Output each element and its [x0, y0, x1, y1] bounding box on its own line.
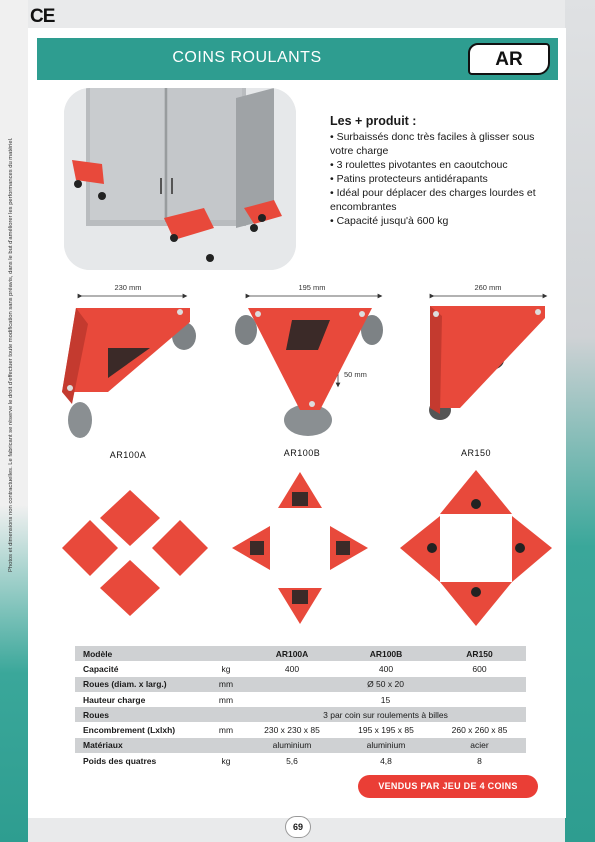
table-row: Roues (diam. x larg.) mm Ø 50 x 20: [75, 677, 526, 692]
feature-title: Les + produit :: [330, 114, 417, 128]
ar150-set-topview: [400, 470, 552, 626]
ar150-drawing: [429, 306, 545, 420]
table-row: Matériaux aluminium aluminium acier: [75, 738, 526, 753]
page-number: 69: [285, 816, 311, 838]
dimension-label: 50 mm: [344, 370, 367, 379]
table-row: Encombrement (Lxlxh) mm 230 x 230 x 85 195 x 195 x 85 260 x 260 x 85: [83, 725, 508, 736]
model-label: AR100A: [109, 450, 147, 460]
table-header-row: Modèle AR100A AR100B AR150: [75, 646, 526, 661]
disclaimer-text: Photos et dimensions non contractuelles. Le fabricant se réserve le droit d'effectuer toute modification sans préavis, dans le but d'améliorer les performances du matériel.: [8, 137, 14, 573]
sold-as-set-badge: VENDUS PAR JEU DE 4 COINS: [358, 775, 538, 798]
model-label: AR150: [460, 448, 492, 458]
table-row: Poids des quatres kg 5,6 4,8 8: [83, 755, 482, 766]
dimension-label: 230 mm: [114, 283, 142, 292]
feature-item: • Capacité jusqu'à 600 kg: [330, 215, 449, 227]
page-title: COINS ROULANTS: [172, 49, 322, 66]
dimension-label: 260 mm: [474, 283, 502, 292]
feature-item: • Idéal pour déplacer des charges lourdes et encombrantes: [330, 187, 536, 213]
table-row: Roues 3 par coin sur roulements à billes: [75, 707, 526, 722]
ar100a-drawing: [62, 308, 196, 438]
category-badge: AR: [468, 43, 550, 75]
feature-item: • Patins protecteurs antidérapants: [330, 173, 488, 185]
feature-item: • 3 roulettes pivotantes en caoutchouc: [330, 159, 508, 171]
spec-table: [75, 646, 526, 768]
feature-item: • Surbaissés donc très faciles à glisser sous votre charge: [330, 131, 535, 157]
ce-mark: CE: [30, 6, 55, 27]
ar100b-set-topview: [232, 472, 368, 624]
dimension-label: 195 mm: [298, 283, 326, 292]
table-row: Hauteur charge mm 15: [83, 694, 391, 705]
model-label: AR100B: [283, 448, 321, 458]
table-row: Capacité kg 400 400 600: [83, 663, 487, 674]
ar100a-set-topview: [62, 490, 208, 616]
